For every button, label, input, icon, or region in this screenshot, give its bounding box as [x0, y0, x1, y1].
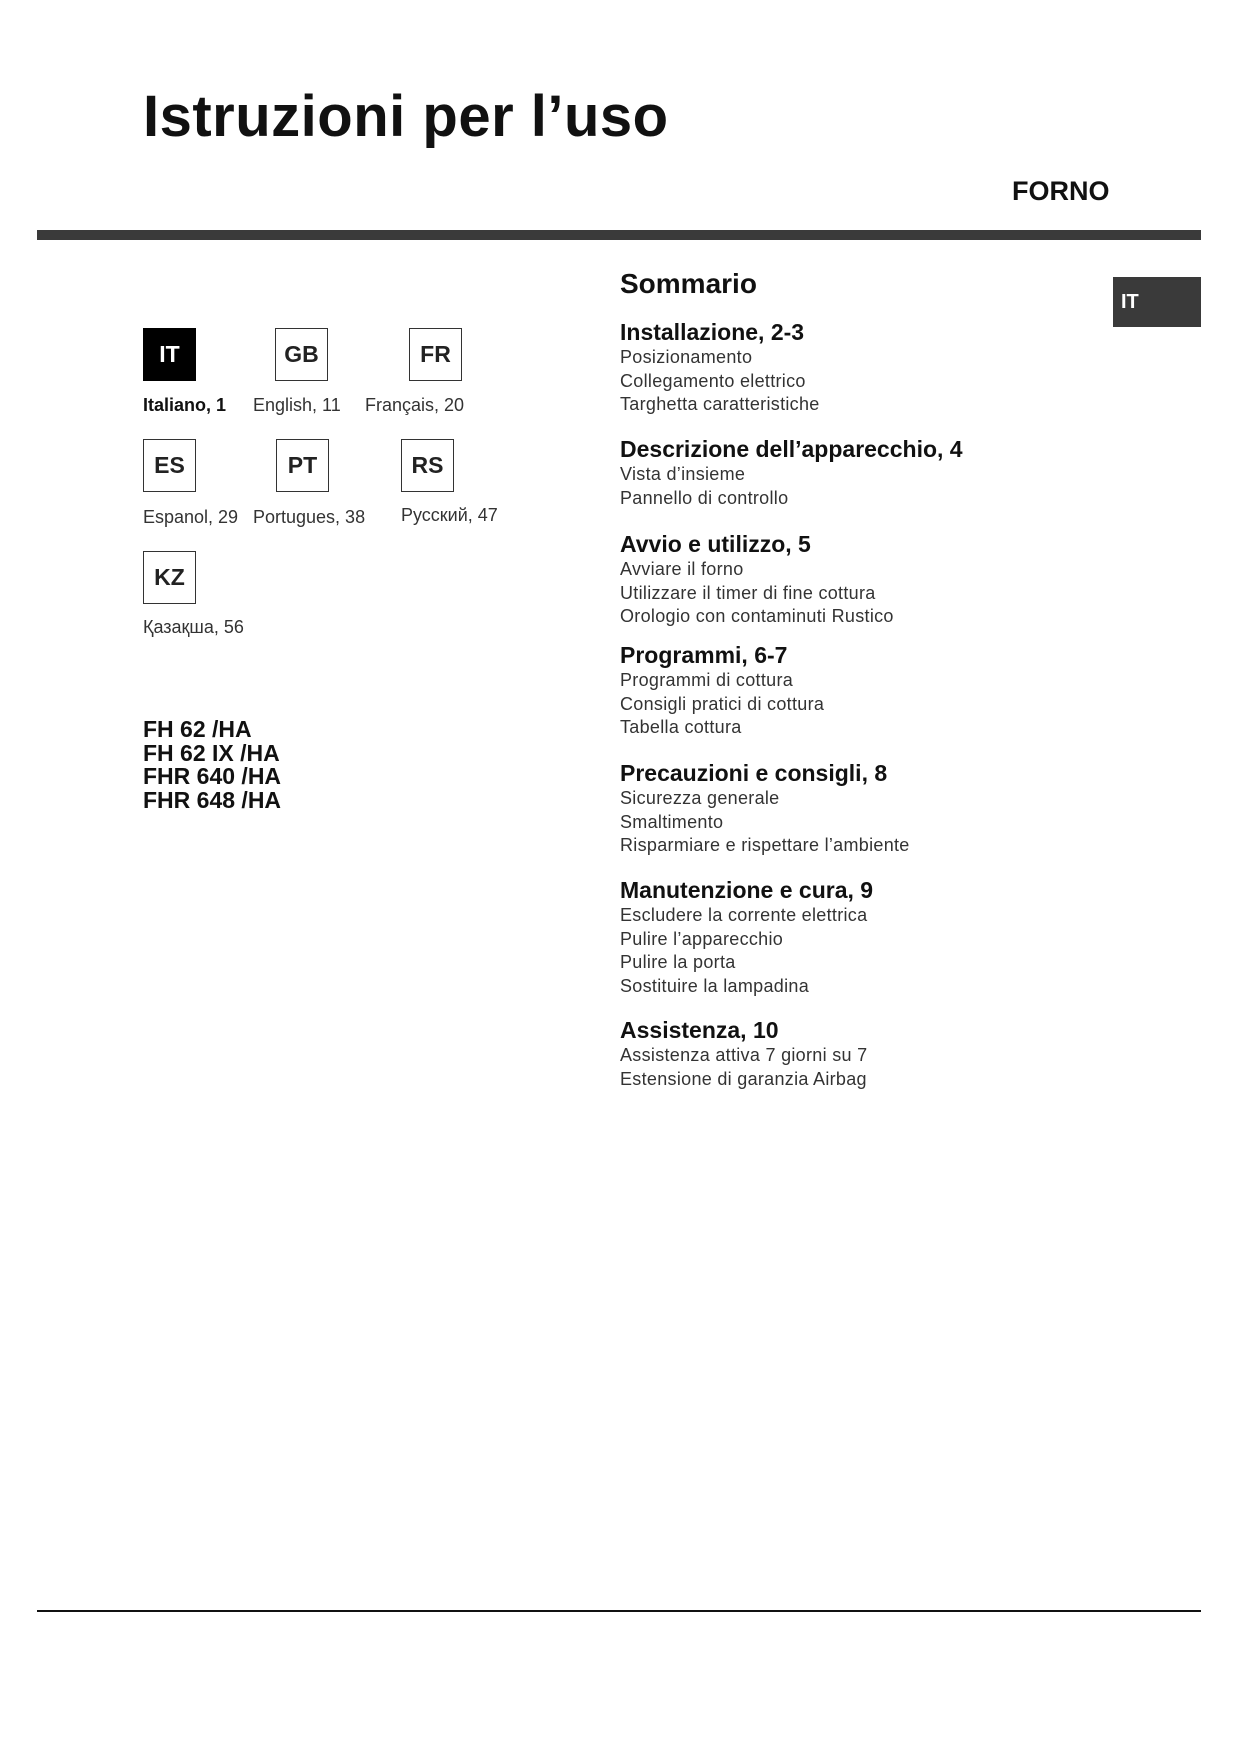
toc-item[interactable]: Programmi di cottura — [620, 670, 794, 690]
lang-box-gb[interactable]: GB — [275, 328, 328, 381]
model-name: FHR 648 /HA — [143, 786, 282, 813]
toc-item[interactable]: Risparmiare e rispettare l’ambiente — [620, 835, 910, 855]
toc-section-installazione — [620, 318, 1180, 417]
lang-box-es[interactable]: ES — [143, 439, 196, 492]
footer-divider-line — [37, 1610, 1201, 1612]
toc-heading[interactable]: Installazione, 2-3 — [620, 319, 805, 345]
toc-item[interactable]: Targhetta caratteristiche — [620, 394, 820, 414]
lang-box-kz[interactable]: KZ — [143, 551, 196, 604]
toc-item[interactable]: Assistenza attiva 7 giorni su 7 — [620, 1045, 868, 1065]
toc-item[interactable]: Consigli pratici di cottura — [620, 693, 825, 714]
lang-label-gb: English, 11 — [253, 395, 341, 415]
toc-section-manutenzione — [620, 876, 1180, 998]
toc-section-assistenza — [620, 1016, 1180, 1091]
summary-title: Sommario — [620, 268, 757, 299]
toc-item[interactable]: Pulire l’apparecchio — [620, 928, 784, 949]
lang-box-pt[interactable]: PT — [276, 439, 329, 492]
toc-item[interactable]: Estensione di garanzia Airbag — [620, 1068, 867, 1089]
model-name: FH 62 /HA — [143, 716, 252, 742]
toc-heading[interactable]: Assistenza, 10 — [620, 1017, 779, 1043]
model-name: FH 62 IX /HA — [143, 739, 280, 766]
toc-item[interactable]: Escludere la corrente elettrica — [620, 905, 868, 925]
model-name: FHR 640 /HA — [143, 763, 282, 789]
lang-label-it: Italiano, 1 — [143, 395, 227, 415]
toc-section-avvio — [620, 530, 1180, 629]
product-category: FORNO — [1012, 176, 1110, 206]
toc-item[interactable]: Vista d’insieme — [620, 464, 746, 484]
header-divider-bar — [37, 230, 1201, 240]
lang-box-it[interactable]: IT — [143, 328, 196, 381]
toc-heading[interactable]: Programmi, 6-7 — [620, 642, 788, 668]
toc-item[interactable]: Pulire la porta — [620, 952, 736, 972]
toc-item[interactable]: Orologio con contaminuti Rustico — [620, 606, 894, 626]
lang-box-rs[interactable]: RS — [401, 439, 454, 492]
toc-item[interactable]: Utilizzare il timer di fine cottura — [620, 582, 876, 603]
toc-item[interactable]: Posizionamento — [620, 347, 753, 367]
lang-label-kz: Қазақша, 56 — [143, 617, 244, 637]
lang-label-pt: Portugues, 38 — [253, 507, 366, 527]
toc-section-precauzioni — [620, 759, 1180, 858]
lang-label-rs: Русский, 47 — [401, 505, 498, 525]
toc-item[interactable]: Pannello di controllo — [620, 487, 789, 508]
toc-heading[interactable]: Precauzioni e consigli, 8 — [620, 760, 888, 786]
toc-item[interactable]: Sicurezza generale — [620, 788, 780, 808]
toc-heading[interactable]: Descrizione dell’apparecchio, 4 — [620, 436, 963, 462]
toc-item[interactable]: Sostituire la lampadina — [620, 975, 810, 996]
toc-item[interactable]: Smaltimento — [620, 811, 724, 832]
toc-section-programmi — [620, 641, 1180, 740]
model-list — [143, 718, 281, 812]
language-tab: IT — [1113, 277, 1201, 327]
toc-item[interactable]: Avviare il forno — [620, 559, 744, 579]
toc-section-descrizione — [620, 435, 1180, 510]
lang-label-es: Espanol, 29 — [143, 507, 239, 527]
lang-box-fr[interactable]: FR — [409, 328, 462, 381]
toc-heading[interactable]: Manutenzione e cura, 9 — [620, 877, 874, 903]
document-title: Istruzioni per l’uso — [143, 84, 669, 149]
toc-heading[interactable]: Avvio e utilizzo, 5 — [620, 531, 811, 557]
toc-item[interactable]: Collegamento elettrico — [620, 370, 806, 391]
toc-item[interactable]: Tabella cottura — [620, 717, 742, 737]
lang-label-fr: Français, 20 — [365, 395, 465, 415]
